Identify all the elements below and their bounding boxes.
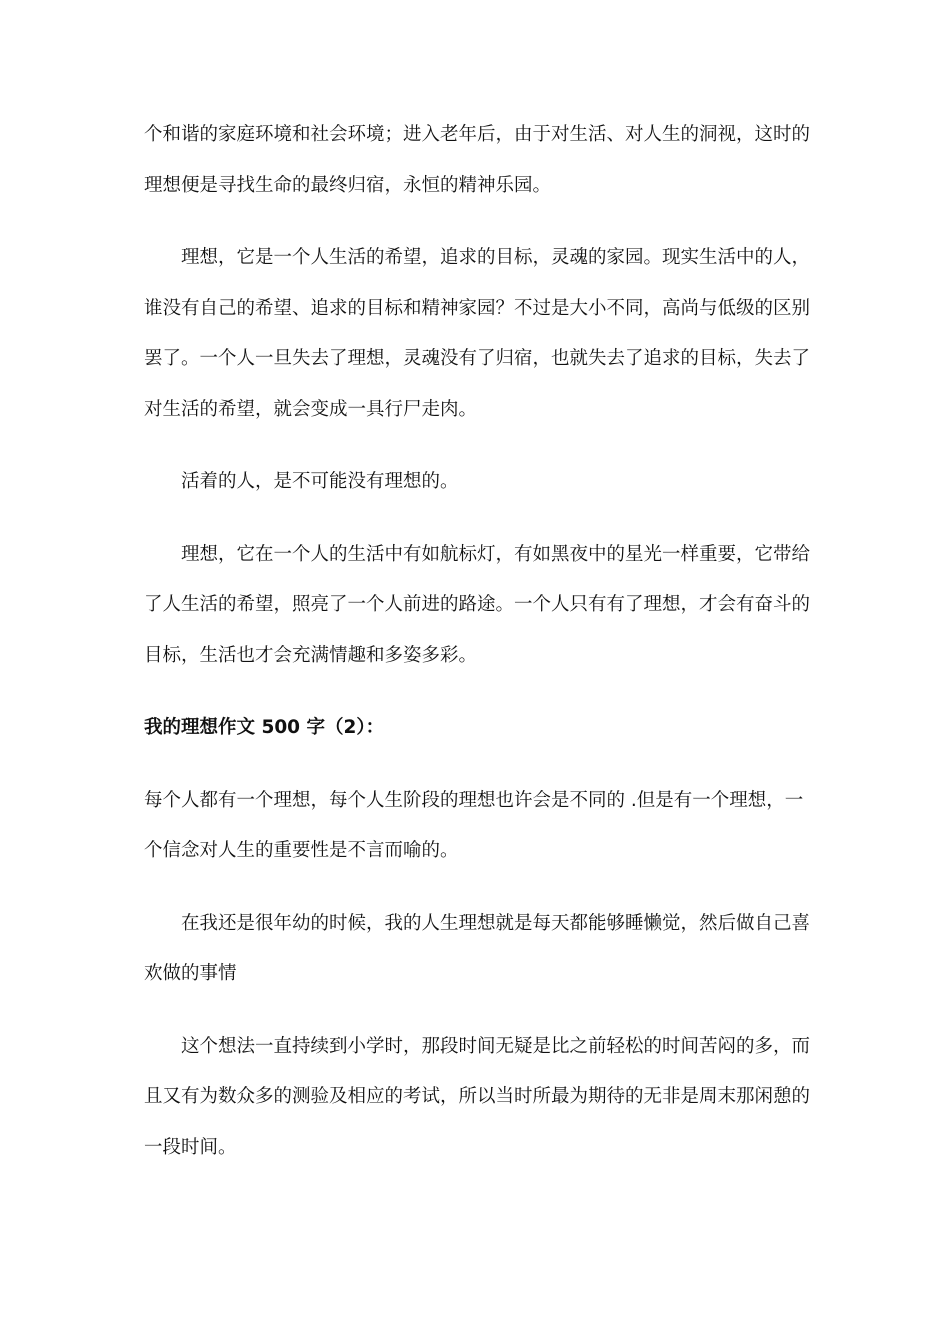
- paragraph-everyone-has-ideal: 每个人都有一个理想，每个人生阶段的理想也许会是不同的 .但是有一个理想，一个信念对人生的重要性是不言而喻的。: [144, 789, 804, 861]
- paragraph-ideal-definition: 理想，它是一个人生活的希望，追求的目标，灵魂的家园。现实生活中的人，谁没有自己的希望、追求的目标和精神家园？不过是大小不同，高尚与低级的区别罢了。一个人一旦失去了理想，灵魂没有了归宿，也就失去了追求的目标，失去了对生活的希望，就会变成一具行尸走肉。: [144, 247, 811, 420]
- paragraph-childhood: 在我还是很年幼的时候，我的人生理想就是每天都能够睡懒觉，然后做自己喜欢做的事情: [144, 912, 811, 984]
- section-heading: 我的理想作文 500 字（2）：: [144, 717, 385, 738]
- paragraph-continuation: 个和谐的家庭环境和社会环境；进入老年后，由于对生活、对人生的洞视，这时的理想便是寻找生命的最终归宿，永恒的精神乐园。: [144, 124, 811, 196]
- paragraph-living-people: 活着的人，是不可能没有理想的。: [181, 471, 459, 492]
- paragraph-primary-school: 这个想法一直持续到小学时，那段时间无疑是比之前轻松的时间苦闷的多，而且又有为数众多的测验及相应的考试，所以当时所最为期待的无非是周末那闲憩的一段时间。: [144, 1035, 811, 1158]
- paragraph-beacon: 理想，它在一个人的生活中有如航标灯，有如黑夜中的星光一样重要，它带给了人生活的希望，照亮了一个人前进的路途。一个人只有有了理想，才会有奋斗的目标，生活也才会充满情趣和多姿多彩。: [144, 543, 811, 666]
- document-body: [144, 110, 814, 1173]
